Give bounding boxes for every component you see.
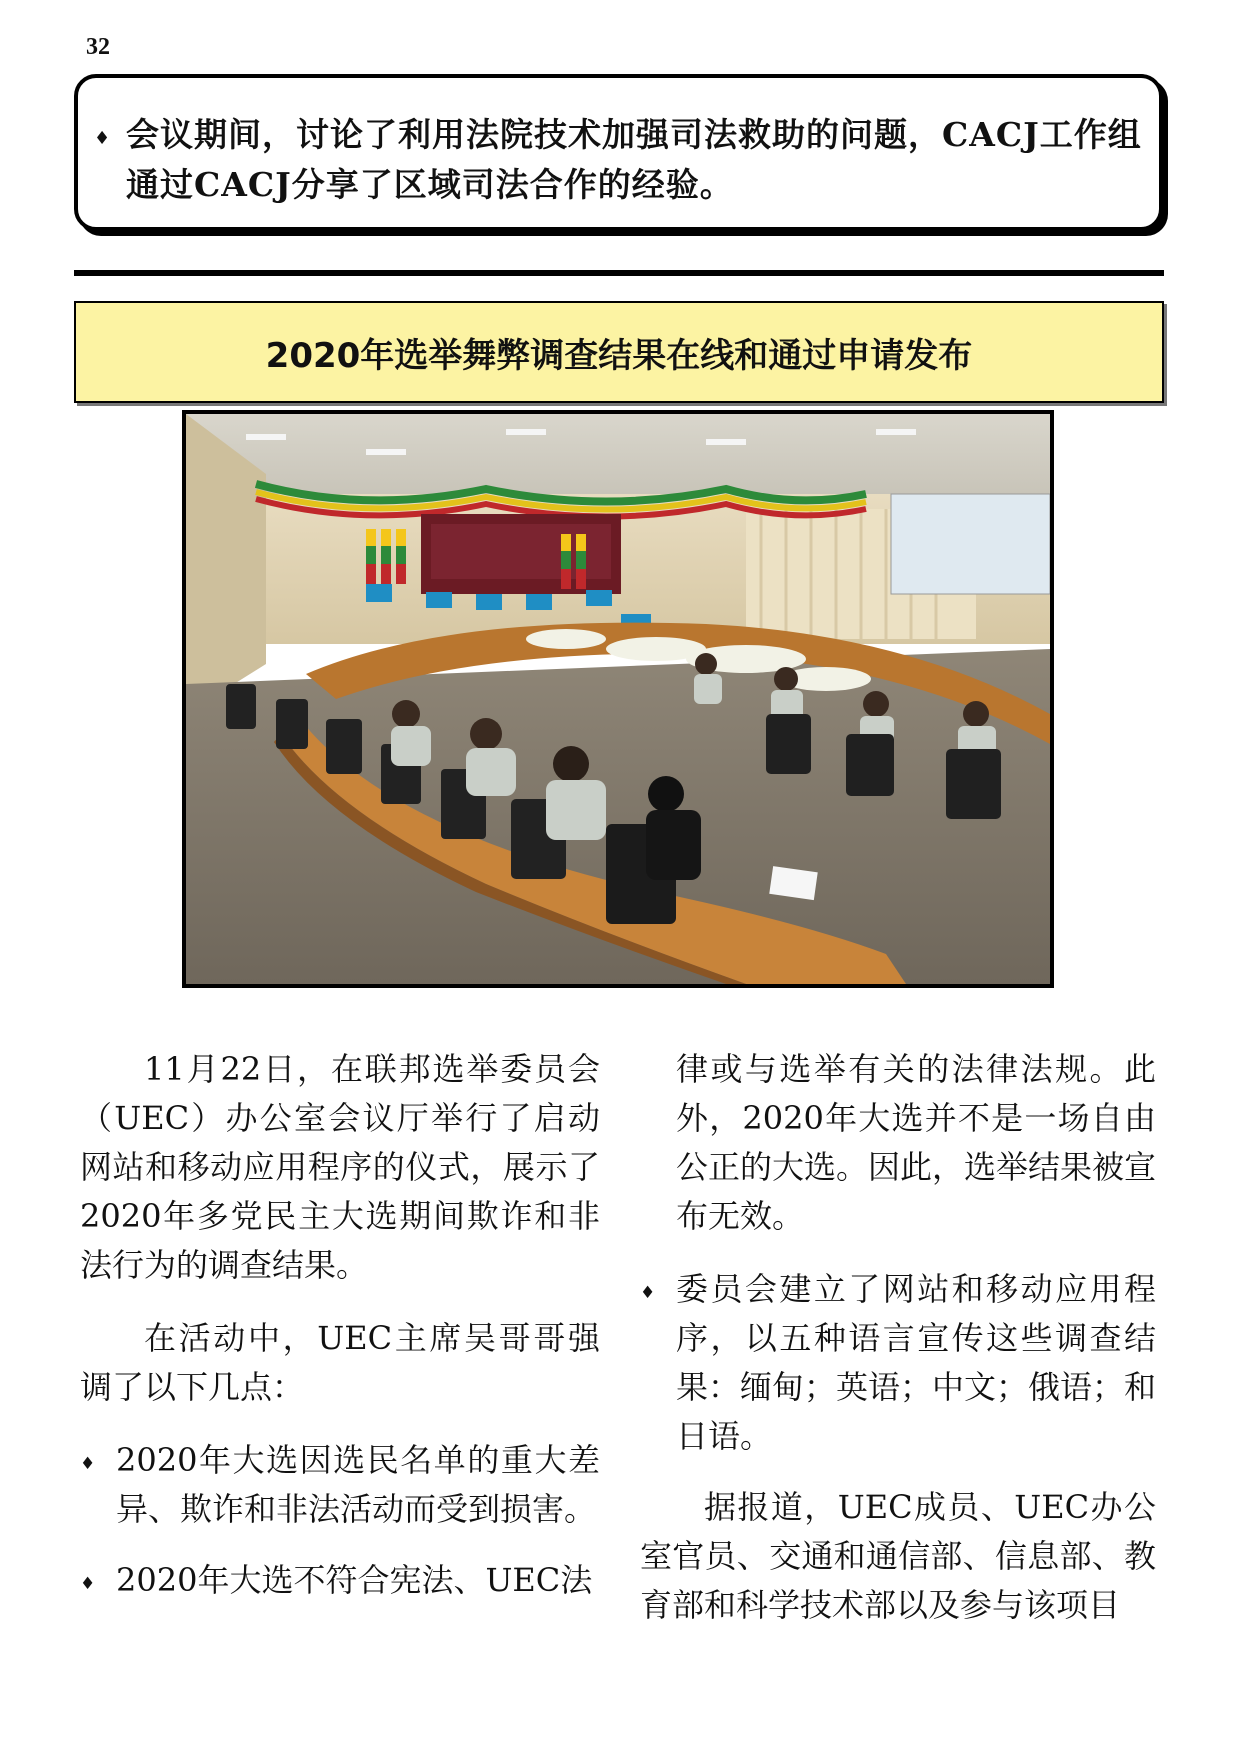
bullet-item — [640, 1265, 1156, 1461]
left-column — [80, 1045, 600, 1627]
paragraph: 律或与选举有关的法律法规。此外，2020年大选并不是一场自由公正的大选。因此，选举结果被宣布无效。 — [676, 1050, 1157, 1235]
article-headline: 2020年选举舞弊调查结果在线和通过申请发布 — [265, 335, 973, 376]
section-divider — [74, 270, 1164, 276]
meeting-hall-illustration — [186, 414, 1050, 984]
summary-box — [74, 74, 1163, 231]
bullet-text: 2020年大选不符合宪法、UEC法 — [116, 1561, 593, 1599]
paragraph: 据报道，UEC成员、UEC办公室官员、交通和通信部、信息部、教育部和科学技术部以及参与该项目 — [640, 1488, 1156, 1624]
right-column — [640, 1045, 1156, 1654]
summary-text: 会议期间，讨论了利用法院技术加强司法救助的问题，CACJ工作组通过CACJ分享了区域司法合作的经验。 — [126, 115, 1142, 204]
bullet-text: 委员会建立了网站和移动应用程序，以五种语言宣传这些调查结果：缅甸；英语；中文；俄语；和日语。 — [676, 1270, 1157, 1455]
paragraph: 11月22日，在联邦选举委员会（UEC）办公室会议厅举行了启动网站和移动应用程序的仪式，展示了2020年多党民主大选期间欺诈和非法行为的调查结果。 — [80, 1050, 600, 1284]
bullet-text: 2020年大选因选民名单的重大差异、欺诈和非法活动而受到损害。 — [116, 1441, 600, 1528]
bullet-icon: ♦ — [80, 1454, 96, 1474]
bullet-item — [80, 1436, 600, 1534]
page-number: 32 — [86, 34, 110, 60]
article-headline-box — [74, 301, 1164, 403]
paragraph: 在活动中，UEC主席吴哥哥强调了以下几点： — [80, 1319, 600, 1406]
bullet-icon: ♦ — [640, 1283, 656, 1303]
meeting-photo — [182, 410, 1054, 988]
bullet-icon: ♦ — [94, 128, 111, 149]
bullet-icon: ♦ — [80, 1574, 96, 1594]
bullet-item — [80, 1556, 600, 1605]
